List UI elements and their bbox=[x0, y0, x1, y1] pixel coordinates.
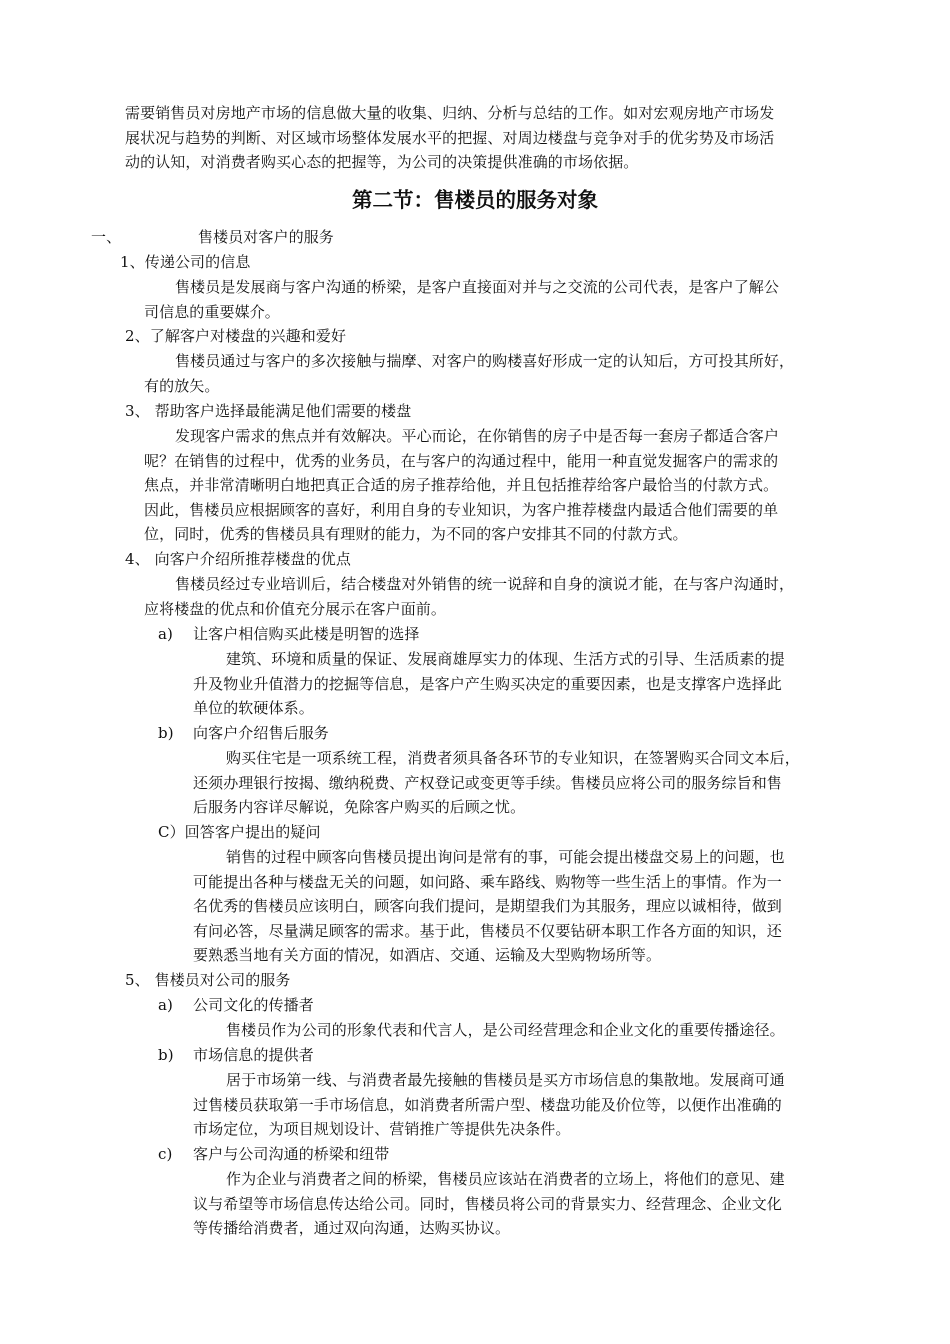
item4a-heading: 让客户相信购买此楼是明智的选择 bbox=[193, 625, 420, 643]
item4b-heading: 向客户介绍售后服务 bbox=[193, 724, 329, 742]
item4b-body bbox=[0, 746, 800, 820]
body-line: 售楼员通过与客户的多次接触与揣摩、对客户的购楼喜好形成一定的认知后，方可投其所好， bbox=[175, 352, 795, 370]
sub-marker: a) bbox=[158, 996, 173, 1014]
body-line: 过售楼员获取第一手市场信息，如消费者所需户型、楼盘功能及价位等，以便作出准确的 bbox=[193, 1095, 782, 1114]
body-line: 司信息的重要媒介。 bbox=[144, 302, 280, 321]
sub-marker: c) bbox=[158, 1145, 173, 1163]
item5b-body bbox=[0, 1068, 785, 1142]
part1-marker: 一、 bbox=[91, 228, 122, 246]
body-line: 建筑、环境和质量的保证、发展商雄厚实力的体现、生活方式的引导、生活质素的提 bbox=[226, 650, 785, 668]
body-line: 后服务内容详尽解说，免除客户购买的后顾之忧。 bbox=[193, 798, 526, 816]
body-line: 议与希望等市场信息传达给公司。同时，售楼员将公司的背景实力、经营理念、企业文化 bbox=[193, 1194, 782, 1213]
body-line: 位，同时，优秀的售楼员具有理财的能力，为不同的客户安排其不同的付款方式。 bbox=[144, 525, 688, 543]
item1-body bbox=[0, 275, 779, 324]
item4c-body bbox=[0, 845, 785, 968]
item4a-body bbox=[0, 647, 785, 721]
body-line: 焦点，并非常清晰明白地把真正合适的房子推荐给他，并且包括推荐给客户最恰当的付款方式。 bbox=[144, 476, 779, 494]
sub-marker: b) bbox=[158, 1046, 174, 1064]
item4-body bbox=[0, 572, 794, 621]
item3-body bbox=[0, 424, 779, 547]
body-line: 名优秀的售楼员应该明白，顾客向我们提问，是期望我们为其服务，理应以诚相待，做到 bbox=[193, 897, 782, 915]
intro-line: 动的认知，对消费者购买心态的把握等，为公司的决策提供准确的市场依据。 bbox=[125, 153, 639, 171]
item5b-heading: 市场信息的提供者 bbox=[193, 1046, 314, 1064]
body-line: 单位的软硬体系。 bbox=[193, 699, 314, 717]
body-line: 有问必答，尽量满足顾客的需求。基于此，售楼员不仅要钻研本职工作各方面的知识，还 bbox=[193, 921, 782, 940]
item2-body bbox=[0, 349, 794, 398]
body-line: 居于市场第一线、与消费者最先接触的售楼员是买方市场信息的集散地。发展商可通 bbox=[226, 1071, 785, 1089]
body-line: 销售的过程中顾客向售楼员提出询问是常有的事，可能会提出楼盘交易上的问题，也 bbox=[226, 848, 785, 866]
sub-marker: a) bbox=[158, 625, 173, 643]
item2-heading: 2、了解客户对楼盘的兴趣和爱好 bbox=[125, 327, 347, 345]
body-line: 因此，售楼员应根据顾客的喜好，利用自身的专业知识，为客户推荐楼盘内最适合他们需要的单 bbox=[144, 500, 779, 519]
body-line: 售楼员是发展商与客户沟通的桥梁，是客户直接面对并与之交流的公司代表，是客户了解公 bbox=[175, 278, 780, 296]
item5c-body bbox=[0, 1167, 785, 1241]
body-line: 可能提出各种与楼盘无关的问题，如问路、乘车路线、购物等一些生活上的事情。作为一 bbox=[193, 872, 782, 891]
item4c-heading: C）回答客户提出的疑问 bbox=[158, 823, 321, 841]
item5a-heading: 公司文化的传播者 bbox=[193, 996, 314, 1014]
item5-heading: 5、 售楼员对公司的服务 bbox=[125, 971, 291, 989]
item5a-body bbox=[0, 1018, 785, 1043]
item4-heading: 4、 向客户介绍所推荐楼盘的优点 bbox=[125, 550, 351, 568]
body-line: 应将楼盘的优点和价值充分展示在客户面前。 bbox=[144, 599, 447, 618]
section-title: 第二节：售楼员的服务对象 bbox=[352, 188, 598, 212]
body-line: 还须办理银行按揭、缴纳税费、产权登记或变更等手续。售楼员应将公司的服务综旨和售 bbox=[193, 773, 782, 792]
body-line: 购买住宅是一项系统工程，消费者须具备各环节的专业知识，在签署购买合同文本后， bbox=[226, 749, 800, 767]
sub-marker: b) bbox=[158, 724, 174, 742]
body-line: 作为企业与消费者之间的桥梁，售楼员应该站在消费者的立场上，将他们的意见、建 bbox=[226, 1170, 785, 1188]
body-line: 升及物业升值潜力的挖掘等信息，是客户产生购买决定的重要因素，也是支撑客户选择此 bbox=[193, 674, 782, 693]
part1-title: 售楼员对客户的服务 bbox=[198, 228, 334, 246]
body-line: 售楼员经过专业培训后，结合楼盘对外销售的统一说辞和自身的演说才能，在与客户沟通时， bbox=[175, 575, 795, 593]
body-line: 市场定位，为项目规划设计、营销推广等提供先决条件。 bbox=[193, 1120, 571, 1138]
item1-heading: 1、传递公司的信息 bbox=[120, 253, 251, 271]
intro-line: 需要销售员对房地产市场的信息做大量的收集、归纳、分析与总结的工作。如对宏观房地产市场发 bbox=[125, 104, 775, 122]
item5c-heading: 客户与公司沟通的桥梁和纽带 bbox=[193, 1145, 390, 1163]
intro-paragraph bbox=[125, 101, 774, 175]
body-line: 售楼员作为公司的形象代表和代言人，是公司经营理念和企业文化的重要传播途径。 bbox=[226, 1021, 785, 1039]
body-line: 要熟悉当地有关方面的情况，如酒店、交通、运输及大型购物场所等。 bbox=[193, 946, 662, 964]
intro-line: 展状况与趋势的判断、对区域市场整体发展水平的把握、对周边楼盘与竞争对手的优劣势及市场活 bbox=[125, 128, 775, 147]
body-line: 呢？在销售的过程中，优秀的业务员，在与客户的沟通过程中，能用一种直觉发掘客户的需求的 bbox=[144, 451, 779, 470]
body-line: 发现客户需求的焦点并有效解决。平心而论，在你销售的房子中是否每一套房子都适合客户 bbox=[175, 427, 780, 445]
body-line: 等传播给消费者，通过双向沟通，达购买协议。 bbox=[193, 1219, 511, 1237]
body-line: 有的放矢。 bbox=[144, 376, 220, 395]
item3-heading: 3、 帮助客户选择最能满足他们需要的楼盘 bbox=[125, 402, 412, 420]
